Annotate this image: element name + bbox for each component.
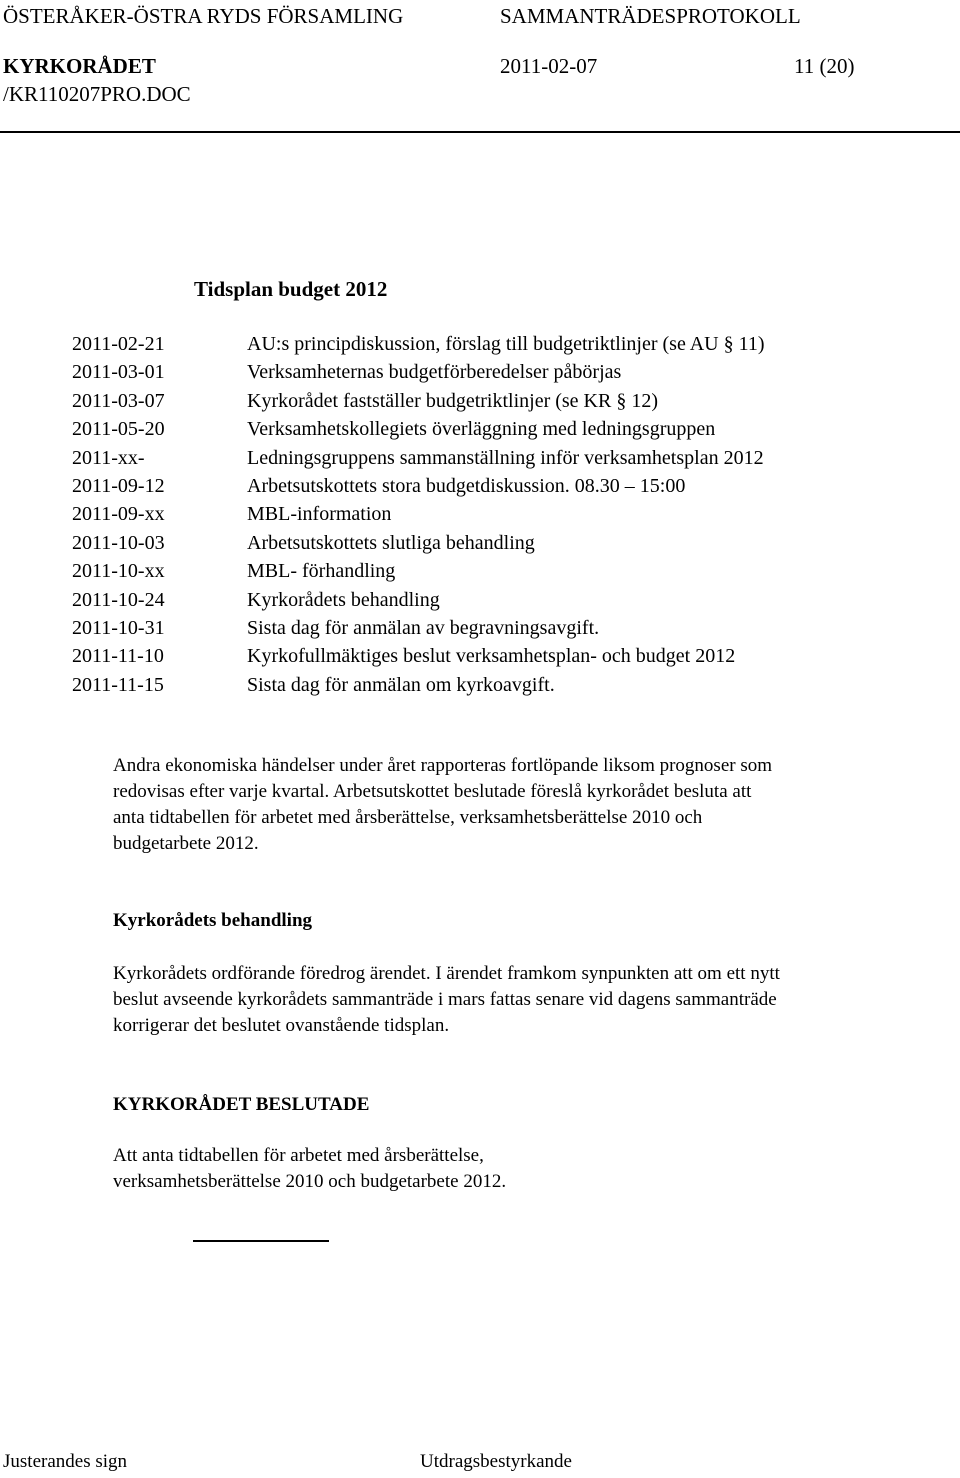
schedule-date: 2011-09-xx — [72, 503, 165, 526]
footer-justerandes-sign: Justerandes sign — [3, 1451, 128, 1472]
schedule-row — [72, 500, 892, 528]
paragraph-line: beslut avseende kyrkorådets sammanträde i mars fattas senare vid dagens sammanträde — [113, 989, 777, 1010]
schedule-date: 2011-03-01 — [72, 361, 165, 384]
schedule-row — [72, 472, 892, 500]
schedule-date: 2011-09-12 — [72, 474, 165, 497]
schedule-date: 2011-11-10 — [72, 645, 164, 668]
schedule-description: Arbetsutskottets stora budgetdiskussion. 08.30 – 15:00 — [247, 474, 686, 497]
budget-events-paragraph — [113, 753, 903, 857]
schedule-description: Ledningsgruppens sammanställning inför verksamhetsplan 2012 — [247, 446, 764, 469]
beslut-paragraph — [113, 1143, 903, 1195]
schedule-description: Verksamhetskollegiets överläggning med ledningsgruppen — [247, 418, 716, 441]
beslut-heading: KYRKORÅDET BESLUTADE — [113, 1094, 370, 1115]
paragraph-line: Att anta tidtabellen för arbetet med årsberättelse, — [113, 1145, 484, 1166]
org-name: ÖSTERÅKER-ÖSTRA RYDS FÖRSAMLING — [3, 4, 404, 28]
schedule-description: Arbetsutskottets slutliga behandling — [247, 531, 535, 554]
schedule-row — [72, 586, 892, 614]
file-name: /KR110207PRO.DOC — [3, 82, 191, 106]
schedule-description: Sista dag för anmälan om kyrkoavgift. — [247, 673, 555, 696]
schedule-description: MBL- förhandling — [247, 560, 396, 583]
schedule-row — [72, 358, 892, 386]
paragraph-line: Kyrkorådets ordförande föredrog ärendet. I ärendet framkom synpunkten att om ett nytt — [113, 963, 780, 984]
schedule-date: 2011-05-20 — [72, 418, 165, 441]
paragraph-line: Andra ekonomiska händelser under året rapporteras fortlöpande liksom prognoser som — [113, 755, 772, 776]
schedule-row — [72, 614, 892, 642]
schedule-row — [72, 387, 892, 415]
schedule-date: 2011-10-xx — [72, 560, 165, 583]
body-name: KYRKORÅDET — [3, 54, 156, 78]
paragraph-line: korrigerar det beslutet ovanstående tidsplan. — [113, 1015, 450, 1036]
schedule-description: Sista dag för anmälan av begravningsavgift. — [247, 616, 600, 639]
header-divider — [0, 131, 960, 133]
schedule-description: MBL-information — [247, 503, 392, 526]
schedule-description: Kyrkorådet fastställer budgetriktlinjer (se KR § 12) — [247, 389, 658, 412]
schedule-date: 2011-11-15 — [72, 673, 164, 696]
schedule-description: AU:s principdiskussion, förslag till budgetriktlinjer (se AU § 11) — [247, 333, 765, 355]
schedule-date: 2011-xx- — [72, 446, 145, 469]
footer-utdragsbestyrkande: Utdragsbestyrkande — [420, 1451, 572, 1472]
schedule-row — [72, 330, 892, 358]
paragraph-line: anta tidtabellen för arbetet med årsberättelse, verksamhetsberättelse 2010 och — [113, 807, 703, 828]
schedule-date: 2011-10-31 — [72, 616, 165, 639]
schedule-row — [72, 557, 892, 585]
behandling-heading: Kyrkorådets behandling — [113, 910, 313, 931]
paragraph-line: budgetarbete 2012. — [113, 833, 259, 854]
paragraph-line: verksamhetsberättelse 2010 och budgetarbete 2012. — [113, 1171, 507, 1192]
closing-rule — [193, 1240, 329, 1242]
schedule-description: Kyrkofullmäktiges beslut verksamhetsplan- och budget 2012 — [247, 645, 736, 668]
schedule-date: 2011-03-07 — [72, 389, 165, 412]
schedule-row — [72, 671, 892, 699]
schedule-date: 2011-10-24 — [72, 588, 165, 611]
page-number: 11 (20) — [794, 54, 855, 78]
schedule-table — [72, 330, 892, 699]
schedule-title: Tidsplan budget 2012 — [194, 277, 388, 301]
schedule-date: 2011-02-21 — [72, 333, 165, 355]
document-type: SAMMANTRÄDESPROTOKOLL — [500, 4, 801, 28]
behandling-paragraph — [113, 961, 903, 1039]
schedule-row — [72, 529, 892, 557]
schedule-row — [72, 444, 892, 472]
schedule-description: Kyrkorådets behandling — [247, 588, 440, 611]
schedule-row — [72, 642, 892, 670]
schedule-description: Verksamheternas budgetförberedelser påbörjas — [247, 361, 622, 384]
paragraph-line: redovisas efter varje kvartal. Arbetsutskottet beslutade föreslå kyrkorådet besluta att — [113, 781, 752, 802]
schedule-row — [72, 415, 892, 443]
schedule-date: 2011-10-03 — [72, 531, 165, 554]
meeting-date: 2011-02-07 — [500, 54, 598, 78]
